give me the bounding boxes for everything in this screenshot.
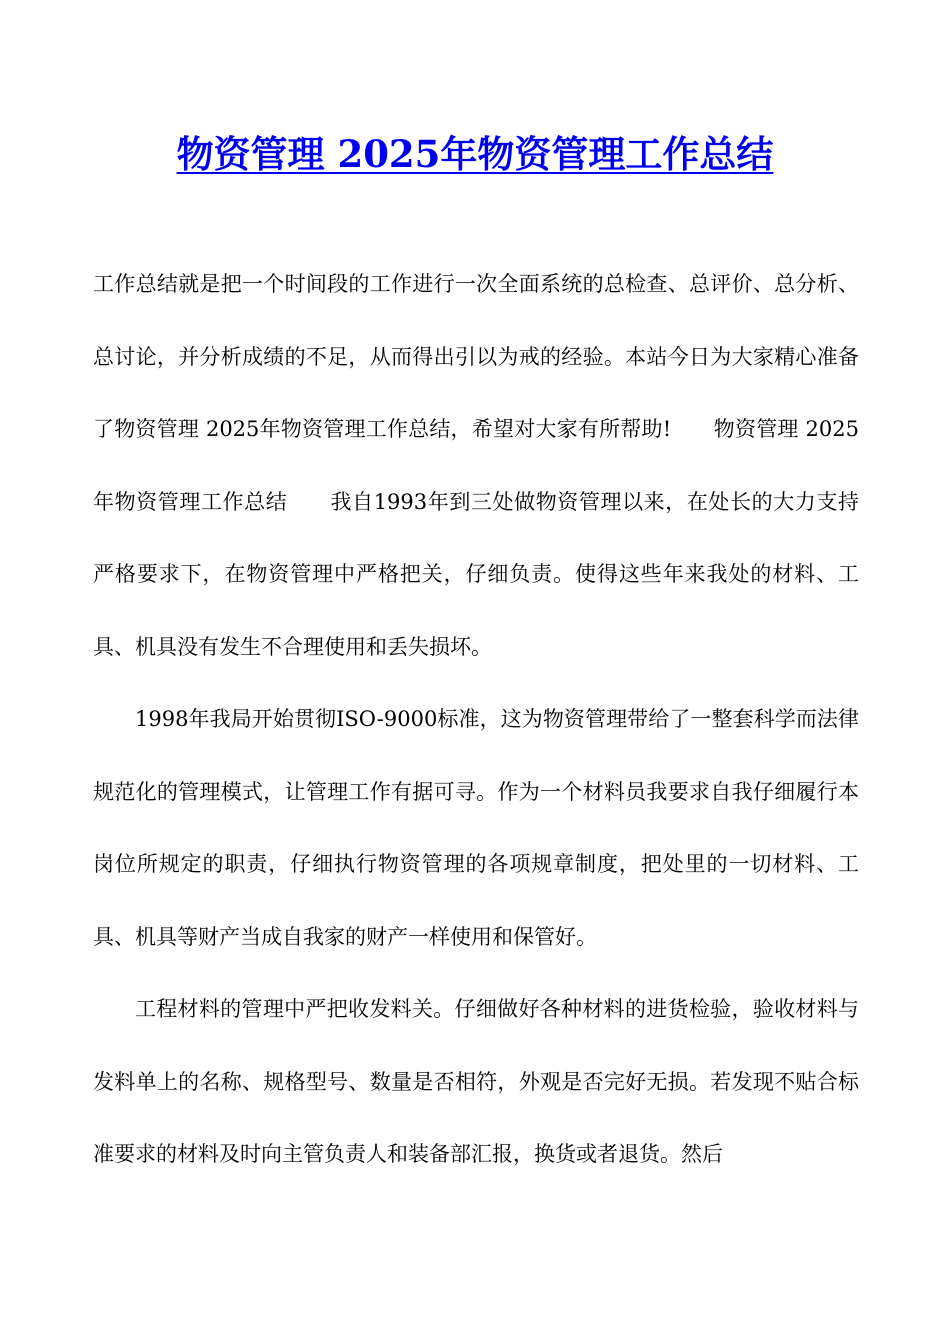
title-link[interactable]: 物资管理 2025年物资管理工作总结 [176,132,774,176]
document-body [93,248,859,1191]
paragraph-intro: 工作总结就是把一个时间段的工作进行一次全面系统的总检查、总评价、总分析、总讨论，并分析成绩的不足，从而得出引以为戒的经验。本站今日为大家精心准备了物资管理 2025年物资管理工作总结，希望对大家有所帮助! 物资管理 2025年物资管理工作总结 我自1993年到三处做物资管理以来，在处长的大力支持严格要求下，在物资管理中严格把关，仔细负责。使得这些年来我处的材料、工具、机具没有发生不合理使用和丢失损坏。 [93,272,859,659]
paragraph-materials: 工程材料的管理中严把收发料关。仔细做好各种材料的进货检验，验收材料与发料单上的名称、规格型号、数量是否相符，外观是否完好无损。若发现不贴合标准要求的材料及时向主管负责人和装备部汇报，换货或者退货。然后 [93,997,859,1166]
paragraph-iso: 1998年我局开始贯彻ISO-9000标准，这为物资管理带给了一整套科学而法律规范化的管理模式，让管理工作有据可寻。作为一个材料员我要求自我仔细履行本岗位所规定的职责，仔细执行物资管理的各项规章制度，把处里的一切材料、工具、机具等财产当成自我家的财产一样使用和保管好。 [93,707,859,949]
document-title [0,124,950,184]
